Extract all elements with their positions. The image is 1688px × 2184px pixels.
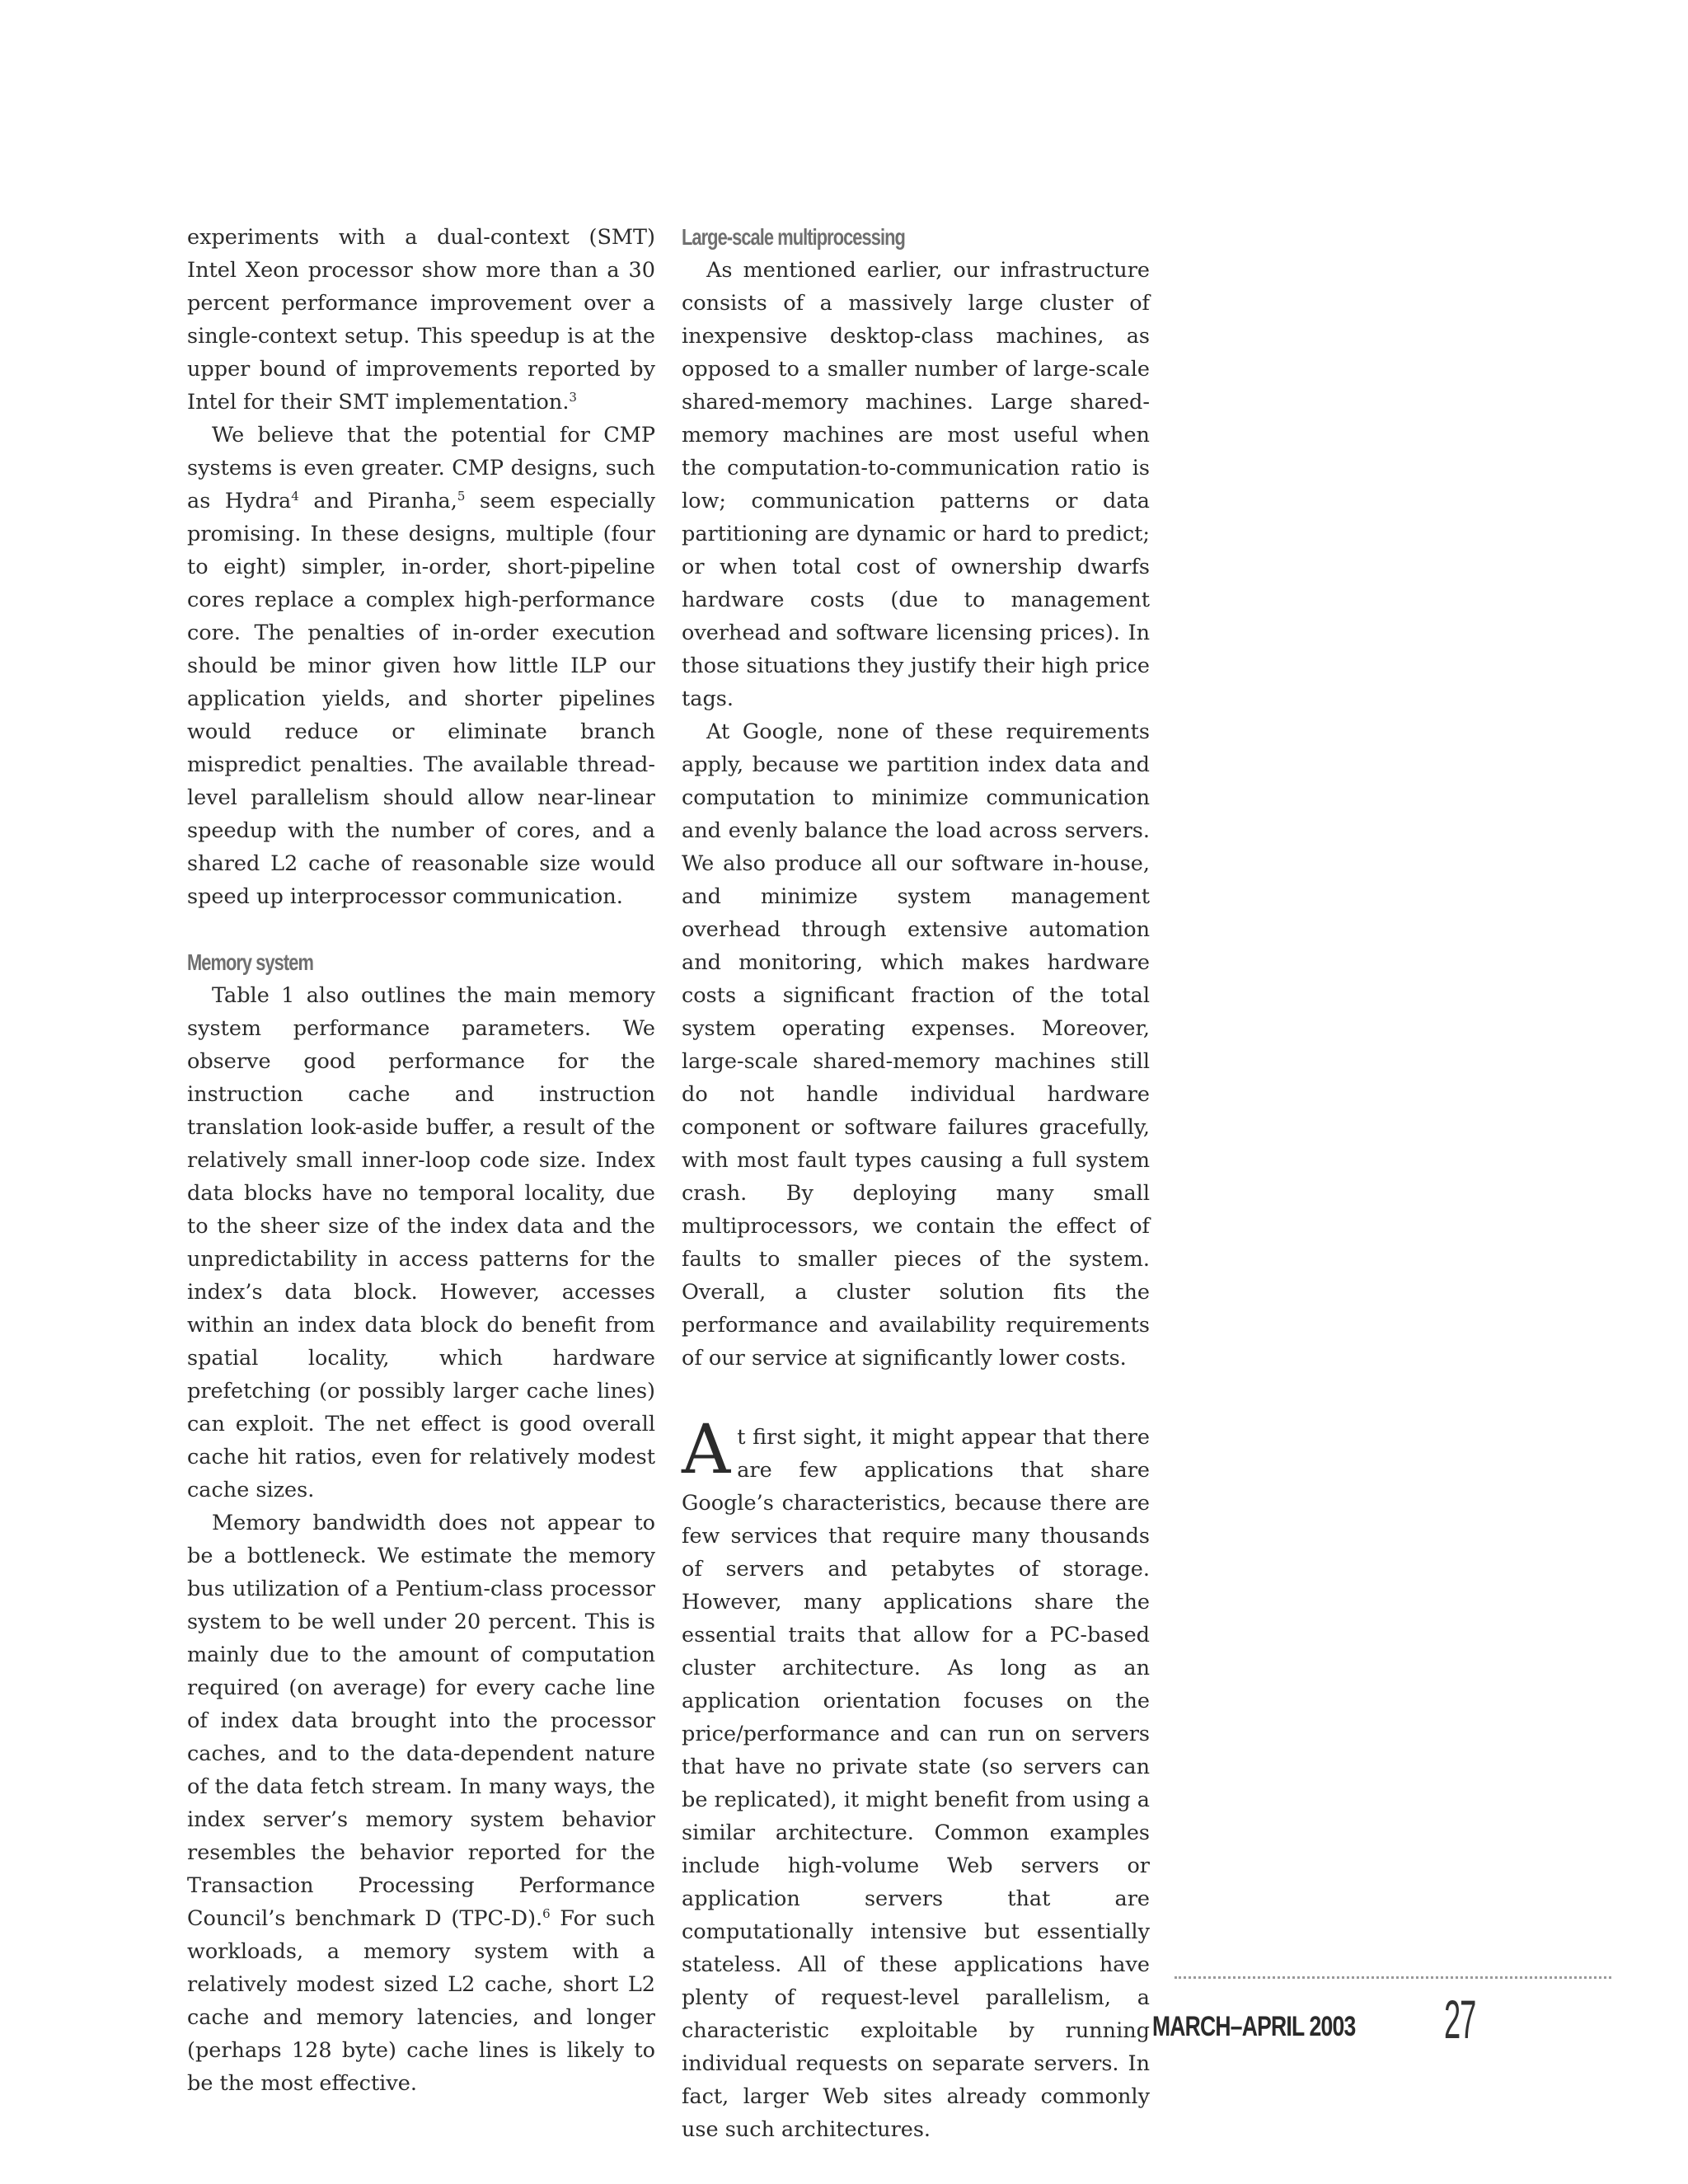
right-column	[682, 221, 1150, 2146]
issue-date: MARCH–APRIL 2003	[1152, 2011, 1356, 2042]
paragraph	[682, 1411, 1150, 2146]
drop-cap: A	[682, 1411, 731, 1489]
paragraph-text: Memory bandwidth does not appear to be a bottleneck. We estimate the memory bus utilization of a Pentium-class processor system to be well under 20 percent. This is mainly due to the amount of computation required (on average) for every cache line of index data brought into the processor caches, and to the data-dependent nature of the data fetch stream. In many ways, the index server’s memory system behavior resembles the behavior reported for the Transaction Processing Performance Council’s benchmark D (TPC-D).	[187, 1511, 655, 1931]
paragraph: Table 1 also outlines the main memory system performance parameters. We observe good performance for the instruction cache and instruction translation look-aside buffer, a result of the relatively small inner-loop code size. Index data blocks have no temporal locality, due to the sheer size of the index data and the unpredictability in access patterns for the index’s data block. However, accesses within an index data block do benefit from spatial locality, which hardware prefetching (or possibly larger cache lines) can exploit. The net effect is good overall cache hit ratios, even for relatively modest cache sizes.	[187, 983, 655, 1502]
paragraph-text: t first sight, it might appear that there are few applications that share Google’s characteristics, because there are few services that require many thousands of servers and petabytes of storage. However, many applications share the essential traits that allow for a PC-based cluster architecture. As long as an application orientation focuses on the price/performance and can run on servers that have no private state (so servers can be replicated), it might benefit from using a similar architecture. Common examples include high-volume Web servers or application servers that are computationally intensive but essentially stateless. All of these applications have plenty of request-level parallelism, a characteristic exploitable by running individual requests on separate servers. In fact, larger Web sites already commonly use such architectures.	[682, 1425, 1150, 2142]
left-column	[187, 221, 655, 2100]
paragraph-text: experiments with a dual-context (SMT) Intel Xeon processor show more than a 30 percent performance improvement over a single-context setup. This speedup is at the upper bound of improvements reported by Intel for their SMT implementation.	[187, 225, 655, 415]
reference-number: 5	[457, 489, 466, 504]
paragraph	[187, 419, 655, 913]
reference-number: 3	[569, 390, 577, 405]
section-heading-memory-system: Memory system	[187, 949, 313, 975]
page-number: 27	[1444, 1989, 1476, 2050]
reference-number: 6	[542, 1906, 551, 1921]
paragraph-text: seem especially promising. In these designs, multiple (four to eight) simpler, in-order, short-pipeline cores replace a complex high-performance core. The penalties of in-order execution should be minor given how little ILP our application yields, and shorter pipelines would reduce or eliminate branch mispredict penalties. The available thread-level parallelism should allow near-linear speedup with the number of cores, and a shared L2 cache of reasonable size would speed up interprocessor communication.	[187, 489, 655, 909]
section-heading-large-scale-multiprocessing: Large-scale multiprocessing	[682, 224, 905, 250]
paragraph-text: and Piranha,	[298, 489, 457, 513]
reference-number: 4	[291, 489, 299, 504]
paragraph	[187, 221, 655, 419]
footer-dotted-rule	[1175, 1976, 1611, 1979]
paragraph-text: For such workloads, a memory system with a relatively modest sized L2 cache, short L2 cache and memory latencies, and longer (perhaps 128 byte) cache lines is likely to be the most effective.	[187, 1906, 655, 2096]
paragraph: As mentioned earlier, our infrastructure consists of a massively large cluster of inexpensive desktop-class machines, as opposed to a smaller number of large-scale shared-memory machines. Large shared-memory machines are most useful when the computation-to-communication ratio is low; communication patterns or data partitioning are dynamic or hard to predict; or when total cost of ownership dwarfs hardware costs (due to management overhead and software licensing prices). In those situations they justify their high price tags.	[682, 258, 1150, 711]
paragraph	[187, 1507, 655, 2100]
paragraph-text: We believe that the potential for CMP systems is even greater. CMP designs, such as Hydra	[187, 423, 655, 513]
paragraph: At Google, none of these requirements apply, because we partition index data and computation to minimize communication and evenly balance the load across servers. We also produce all our software in-house, and minimize system management overhead through extensive automation and monitoring, which makes hardware costs a significant fraction of the total system operating expenses. Moreover, large-scale shared-memory machines still do not handle individual hardware component or software failures gracefully, with most fault types causing a full system crash. By deploying many small multiprocessors, we contain the effect of faults to smaller pieces of the system. Overall, a cluster solution fits the performance and availability requirements of our service at significantly lower costs.	[682, 719, 1150, 1371]
